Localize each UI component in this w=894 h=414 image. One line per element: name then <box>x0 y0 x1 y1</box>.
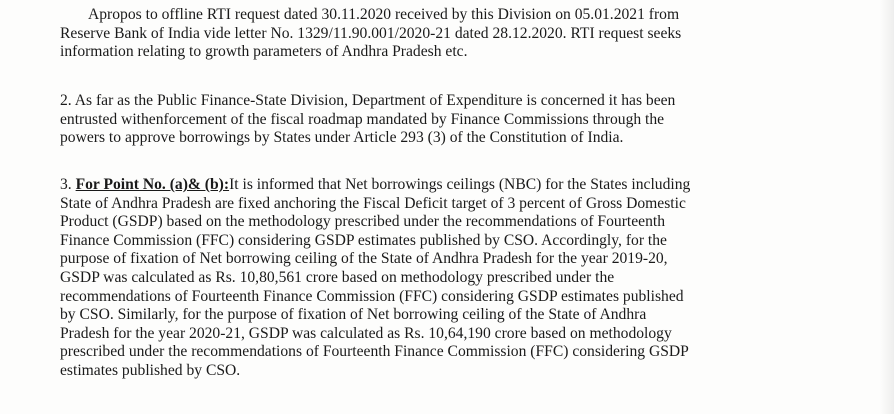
page-edge-shadow <box>880 0 894 414</box>
text-line: 2. As far as the Public Finance-State Division, Department of Expenditure is concerned it has been <box>60 92 676 109</box>
text-line: Product (GSDP) based on the methodology prescribed under the recommendations of Fourteenth <box>60 213 665 231</box>
text-line: Pradesh for the year 2020-21, GSDP was calculated as Rs. 10,64,190 crore based on methodology <box>60 324 672 342</box>
paragraph-rti-request <box>60 6 812 62</box>
text-line: entrusted withenforcement of the fiscal roadmap mandated by Finance Commissions through the <box>60 110 665 128</box>
text-line: Apropos to offline RTI request dated 30.11.2020 received by this Division on 05.01.2021 from <box>88 6 680 23</box>
paragraph-number: 3. <box>60 176 76 193</box>
text-line: powers to approve borrowings by States under Article 293 (3) of the Constitution of India. <box>60 129 624 147</box>
text-line <box>60 176 812 195</box>
text-line: estimates published by CSO. <box>60 361 241 379</box>
text-line: purpose of fixation of Net borrowing ceiling of the State of Andhra Pradesh for the year 2019-20, <box>60 250 668 268</box>
paragraph-division-role <box>60 92 812 148</box>
text-line: recommendations of Fourteenth Finance Commission (FFC) considering GSDP estimates published <box>60 287 684 305</box>
paragraph-point-a-b <box>60 176 812 381</box>
text-line: State of Andhra Pradesh are fixed anchoring the Fiscal Deficit target of 3 percent of Gross Domestic <box>60 194 686 212</box>
first-line-text: It is informed that Net borrowings ceilings (NBC) for the States including <box>229 176 691 193</box>
point-label: For Point No. (a)& (b): <box>75 176 230 193</box>
text-line: information relating to growth parameters of Andhra Pradesh etc. <box>60 43 468 61</box>
text-line: Reserve Bank of India vide letter No. 1329/11.90.001/2020-21 dated 28.12.2020. RTI request seeks <box>60 24 682 42</box>
text-line: by CSO. Similarly, for the purpose of fixation of Net borrowing ceiling of the State of Andhra <box>60 306 647 324</box>
text-line: GSDP was calculated as Rs. 10,80,561 crore based on methodology prescribed under the <box>60 268 615 286</box>
text-line: prescribed under the recommendations of Fourteenth Finance Commission (FFC) considering GSDP <box>60 343 689 361</box>
text-line: Finance Commission (FFC) considering GSDP estimates published by CSO. Accordingly, for the <box>60 231 667 249</box>
